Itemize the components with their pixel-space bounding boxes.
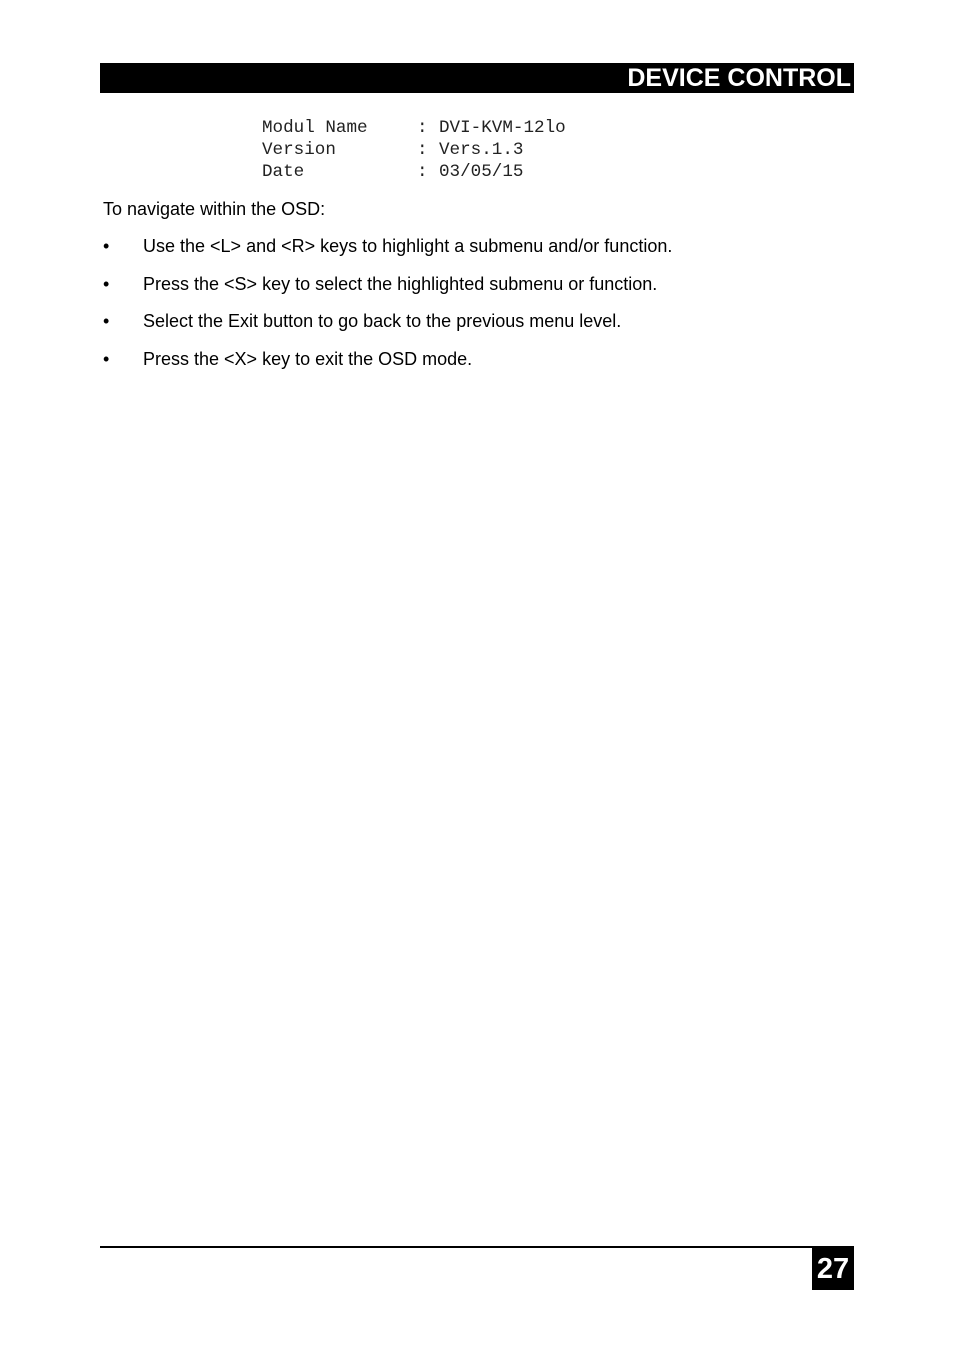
info-separator: : — [417, 162, 428, 182]
bullet-text: Use the <L> and <R> keys to highlight a submenu and/or function. — [143, 236, 673, 256]
info-key: Version — [262, 140, 336, 160]
section-header-bar — [100, 63, 854, 93]
bullet-text: Press the <S> key to select the highlighted submenu or function. — [143, 273, 658, 294]
info-separator: : — [417, 140, 428, 160]
bullet-text: Press the <X> key to exit the OSD mode. — [143, 348, 473, 369]
bullet-icon: • — [103, 311, 110, 331]
section-title: DEVICE CONTROL — [627, 64, 851, 92]
footer-divider — [100, 1246, 854, 1248]
info-row-module-name — [262, 117, 566, 139]
info-value: DVI-KVM-12lo — [439, 118, 566, 138]
bullet-text: Select the Exit button to go back to the previous menu level. — [143, 311, 622, 331]
page-number: 27 — [812, 1248, 854, 1290]
info-value: 03/05/15 — [439, 162, 524, 182]
info-value: Vers.1.3 — [439, 140, 524, 160]
bullet-icon: • — [103, 348, 110, 369]
info-key: Modul Name — [262, 118, 368, 138]
info-key: Date — [262, 162, 305, 182]
info-row-date — [262, 161, 566, 183]
bullet-icon: • — [103, 236, 110, 256]
bullet-icon: • — [103, 273, 110, 294]
module-info-block — [262, 117, 566, 183]
intro-paragraph: To navigate within the OSD: — [103, 199, 326, 219]
info-row-version — [262, 139, 566, 161]
info-separator: : — [417, 118, 428, 138]
